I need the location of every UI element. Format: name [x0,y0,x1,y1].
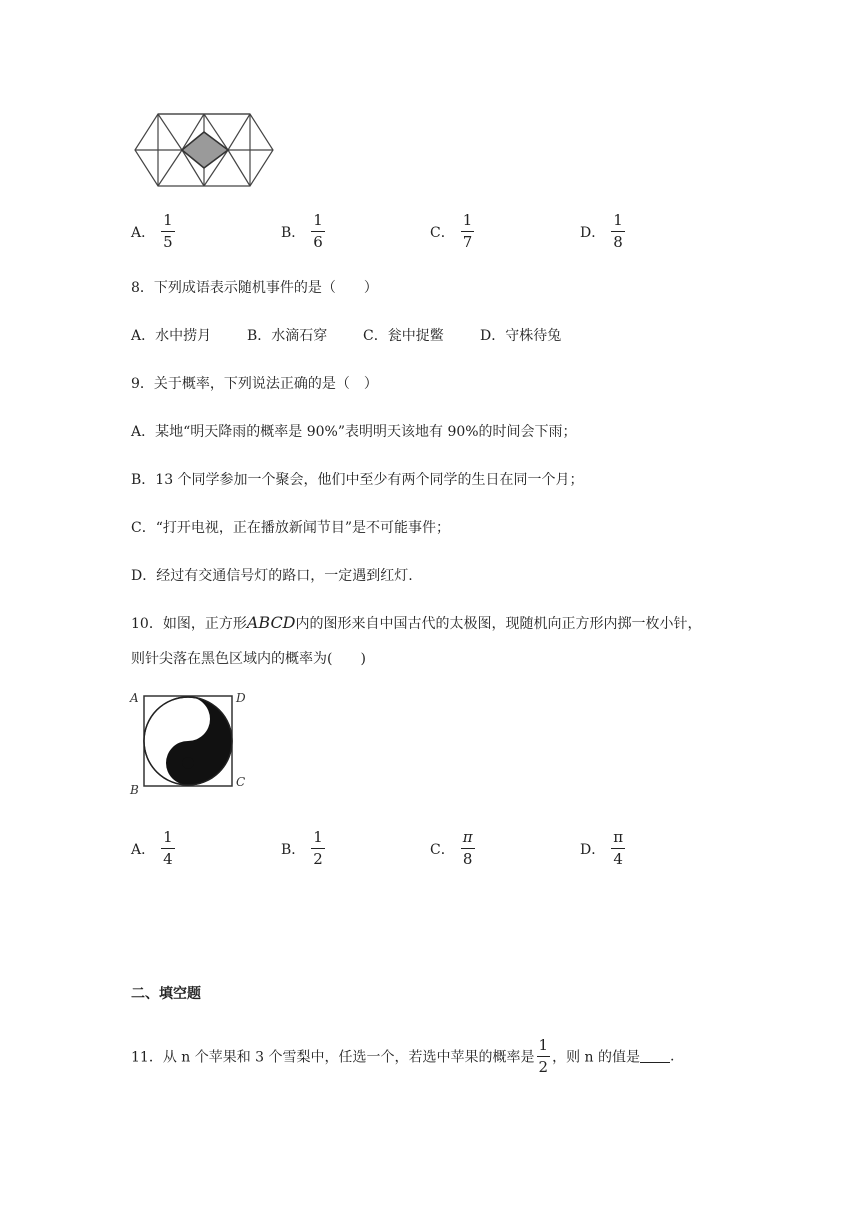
fraction: $\frac{1}{7}$ [462,211,473,251]
q10-option-c: C． $\frac{\pi}{8}$ [430,828,473,868]
q10-stem-line1: 10．如图，正方形ABCD内的图形来自中国古代的太极图，现随机向正方形内掷一枚小针， [131,613,702,632]
q10-stem-line2: 则针尖落在黑色区域内的概率为( ) [131,651,366,667]
fraction: $\frac{1}{6}$ [313,211,323,251]
q8-option-a: A．水中捞月 [131,328,212,344]
vertex-label-a: A [130,691,139,705]
vertex-label-b: B [130,783,139,797]
q10-option-b: B． $\frac{1}{2}$ [281,828,323,868]
q9-option-c: C．“打开电视，正在播放新闻节目”是不可能事件； [131,520,451,536]
shaded-rhombus [182,132,228,168]
answer-blank[interactable] [640,1050,670,1063]
section-title: 二、填空题 [131,986,201,1002]
q8-option-b: B．水滴石穿 [247,328,328,344]
fraction: $\frac{1}{2}$ [313,828,323,868]
q8-option-d: D．守株待兔 [480,328,562,344]
q10-option-d: D． $\frac{\pi}{4}$ [580,828,624,868]
q9-stem: 9．关于概率，下列说法正确的是（ ） [131,376,378,392]
q10-square-name: ABCD [246,613,296,632]
q7-option-a: A． $\frac{1}{5}$ [131,211,173,251]
vertex-label-d: D [236,691,246,705]
fraction: $\frac{\pi}{8}$ [462,828,473,868]
fraction: $\frac{1}{5}$ [163,211,173,251]
q7-option-b: B． $\frac{1}{6}$ [281,211,323,251]
q9-option-a: A．某地“明天降雨的概率是 90%”表明明天该地有 90%的时间会下雨； [131,424,577,440]
vertex-label-c: C [236,775,246,789]
q9-option-b: B．13 个同学参加一个聚会，他们中至少有两个同学的生日在同一个月； [131,472,584,488]
q8-option-c: C．瓮中捉鳖 [363,328,444,344]
q9-option-d: D．经过有交通信号灯的路口，一定遇到红灯. [131,568,413,584]
taiji-square-figure [126,686,252,798]
q7-triangle-figure [130,112,276,188]
q11-stem: 11．从 n 个苹果和 3 个雪梨中，任选一个，若选中苹果的概率是 $\frac{1}{2}$ ，则 n 的值是 . [131,1036,675,1076]
q7-option-c: C． $\frac{1}{7}$ [430,211,473,251]
q7-option-d: D． $\frac{1}{8}$ [580,211,623,251]
fraction: $\frac{1}{8}$ [613,211,623,251]
fraction: $\frac{1}{2}$ [538,1036,549,1076]
q8-stem: 8．下列成语表示随机事件的是（ ） [131,280,378,296]
q10-option-a: A． $\frac{1}{4}$ [131,828,173,868]
fraction: $\frac{1}{4}$ [163,828,173,868]
fraction: $\frac{\pi}{4}$ [613,828,624,868]
